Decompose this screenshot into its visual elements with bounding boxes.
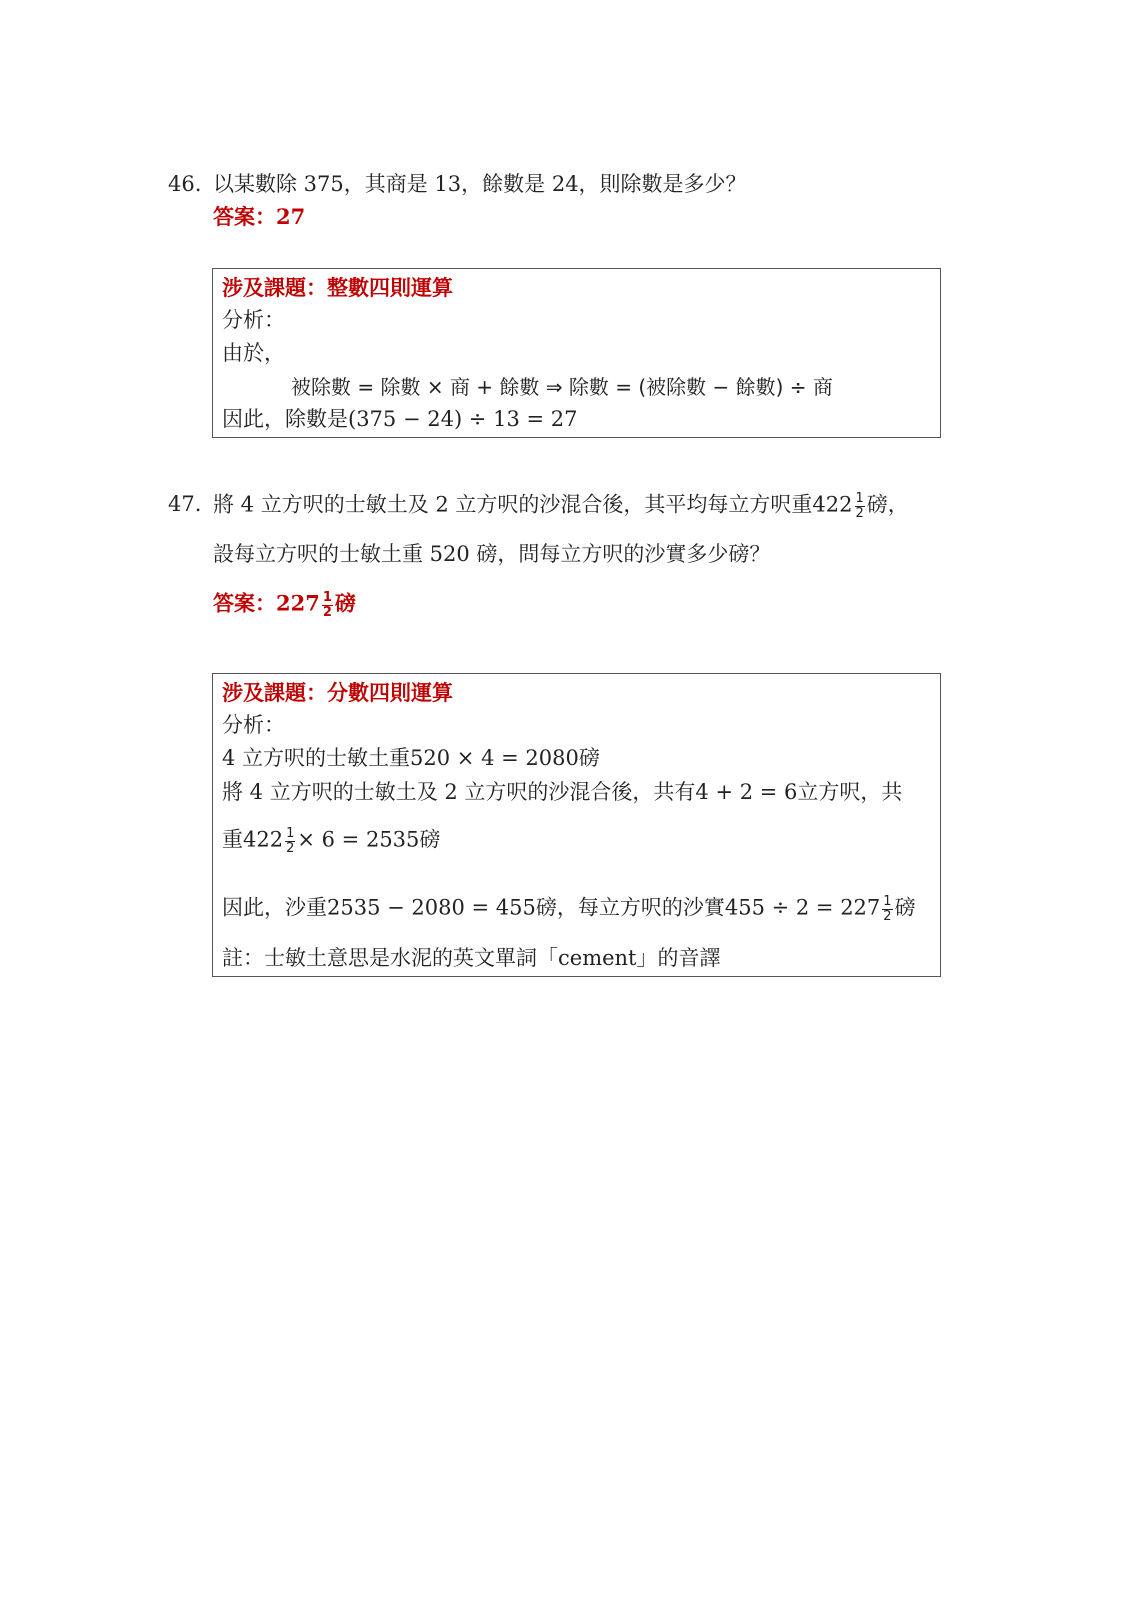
question-46-answer: 答案：27 — [213, 204, 306, 229]
fraction-numerator: 1 — [855, 491, 864, 506]
fraction-numerator: 1 — [883, 894, 892, 909]
question-47-answer-unit: 磅 — [334, 590, 356, 616]
analysis-box-46 — [212, 268, 941, 438]
question-47-line-1-tail: 磅， — [866, 492, 909, 517]
fraction-denominator: 2 — [855, 505, 864, 521]
analysis-line-46-2: 由於， — [222, 341, 285, 365]
fraction-denominator: 2 — [883, 908, 892, 924]
analysis-label-46: 分析： — [222, 308, 285, 332]
analysis-line-47-5 — [222, 895, 916, 923]
fraction-half — [285, 827, 295, 855]
question-46-number: 46. — [168, 172, 202, 196]
fraction-half — [882, 895, 892, 923]
analysis-line-47-5-text: 因此，沙重2535 − 2080 = 455磅，每立方呎的沙實455 ÷ 2 = 227 — [222, 895, 881, 920]
question-47-answer-text: 答案：227 — [213, 590, 320, 616]
fraction-denominator: 2 — [286, 840, 295, 856]
topic-heading-47: 涉及課題：分數四則運算 — [222, 680, 453, 705]
analysis-label-47: 分析： — [222, 713, 285, 737]
formula-line-46: 被除數 = 除數 × 商 + 餘數 ⇒ 除數 = (被除數 − 餘數) ÷ 商 — [291, 375, 833, 399]
fraction-numerator: 1 — [322, 590, 332, 605]
conclusion-line-46: 因此，除數是(375 − 24) ÷ 13 = 27 — [222, 407, 578, 431]
analysis-line-47-3: 將 4 立方呎的士敏土及 2 立方呎的沙混合後，共有4 + 2 = 6立方呎，共 — [222, 780, 903, 804]
question-47-number: 47. — [168, 492, 202, 516]
question-46-text: 以某數除 375，其商是 13，餘數是 24，則除數是多少？ — [213, 172, 747, 196]
analysis-line-47-4-tail: × 6 = 2535磅 — [297, 827, 441, 852]
note-line-47: 註：士敏土意思是水泥的英文單詞「cement」的音譯 — [222, 946, 721, 970]
topic-heading-46: 涉及課題：整數四則運算 — [222, 275, 453, 300]
analysis-line-47-5-tail: 磅 — [894, 895, 916, 920]
question-47-line-2: 設每立方呎的士敏土重 520 磅，問每立方呎的沙實多少磅？ — [213, 542, 771, 566]
analysis-line-47-2: 4 立方呎的士敏土重520 × 4 = 2080磅 — [222, 746, 600, 770]
analysis-line-47-4-text: 重422 — [222, 827, 284, 852]
fraction-half — [322, 591, 333, 619]
fraction-numerator: 1 — [286, 826, 295, 841]
fraction-denominator: 2 — [322, 604, 332, 620]
question-47-line-1-text: 將 4 立方呎的士敏土及 2 立方呎的沙混合後，其平均每立方呎重422 — [213, 492, 853, 517]
analysis-line-47-4 — [222, 827, 440, 855]
question-47-answer — [213, 591, 356, 619]
analysis-box-47 — [212, 673, 941, 977]
fraction-half — [855, 492, 865, 520]
question-47-line-1 — [213, 492, 909, 520]
